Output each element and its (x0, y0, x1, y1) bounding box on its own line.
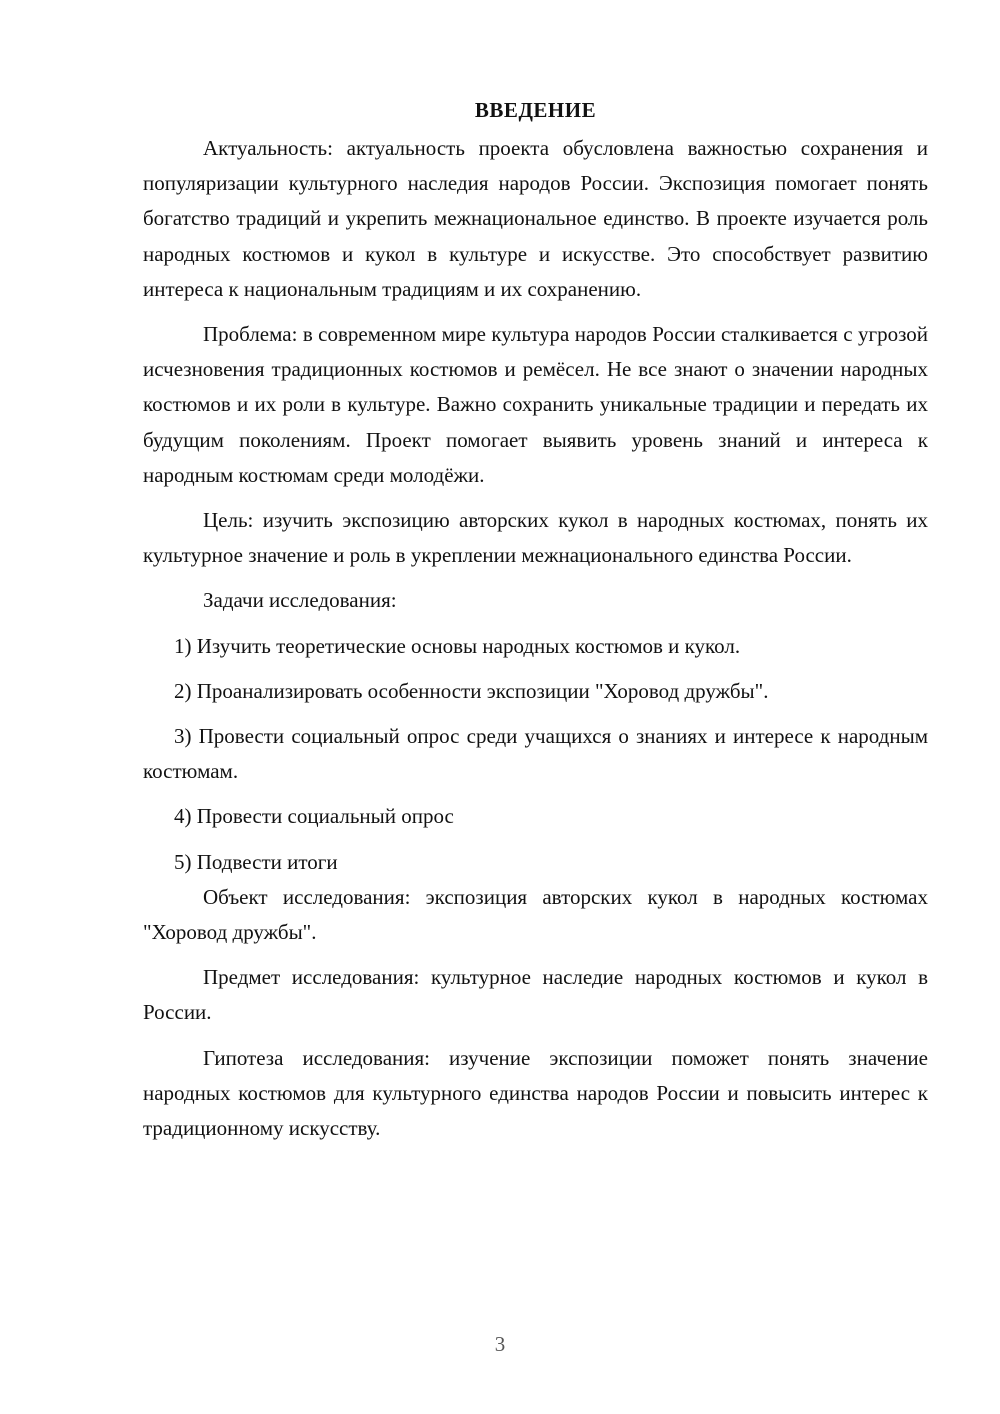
task-item-2: 2) Проанализировать особенности экспозиции "Хоровод дружбы". (174, 678, 769, 703)
subject-paragraph: Предмет исследования: культурное наследие народных костюмов и кукол в России. (143, 965, 928, 1025)
hypothesis-paragraph: Гипотеза исследования: изучение экспозиции поможет понять значение народных костюмов для культурного единства народов России и повысить интерес к традиционному искусству. (143, 1045, 928, 1141)
task-item-3: 3) Провести социальный опрос среди учащихся о знаниях и интересе к народным костюмам. (143, 724, 928, 784)
task-item-5: 5) Подвести итоги (174, 849, 338, 874)
relevance-paragraph: Актуальность: актуальность проекта обусловлена важностью сохранения и популяризации культурного наследия народов России. Экспозиция помогает понять богатство традиций и укрепить межнациональное единство. В проекте изучается роль народных костюмов и кукол в культуре и искусстве. Это способствует развитию интереса к национальным традициям и их сохранению. (143, 136, 928, 301)
problem-paragraph: Проблема: в современном мире культура народов России сталкивается с угрозой исчезновения традиционных костюмов и ремёсел. Не все знают о значении народных костюмов и их роли в культуре. Важно сохранить уникальные традиции и передать их будущим поколениям. Проект помогает выявить уровень знаний и интереса к народным костюмам среди молодёжи. (143, 322, 928, 487)
page-number: 3 (494, 1332, 506, 1356)
document-page (143, 93, 928, 1146)
object-paragraph: Объект исследования: экспозиция авторских кукол в народных костюмах "Хоровод дружбы". (143, 884, 928, 945)
tasks-heading: Задачи исследования: (203, 588, 397, 613)
task-item-4: 4) Провести социальный опрос (174, 804, 454, 829)
section-heading: ВВЕДЕНИЕ (474, 98, 597, 122)
goal-paragraph: Цель: изучить экспозицию авторских кукол в народных костюмах, понять их культурное значение и роль в укреплении межнационального единства России. (143, 508, 928, 568)
task-item-1: 1) Изучить теоретические основы народных костюмов и кукол. (174, 633, 741, 658)
